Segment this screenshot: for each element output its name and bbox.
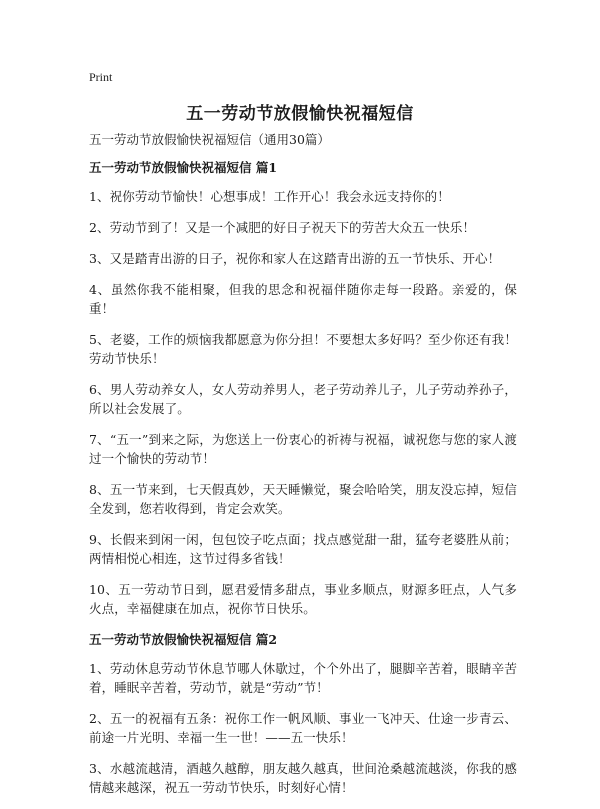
document-title: 五一劳动节放假愉快祝福短信: [186, 104, 414, 124]
greeting-item: 5、老婆，工作的烦恼我都愿意为你分担！不要想太多好吗？至少你还有我！劳动节快乐！: [89, 332, 517, 366]
print-label: Print: [89, 70, 113, 84]
greeting-item: 7、“五一”到来之际，为您送上一份衷心的祈祷与祝福，诚祝您与您的家人渡过一个愉快的劳动节！: [89, 432, 517, 466]
greeting-item: 10、五一劳动节日到，愿君爱情多甜点，事业多顺点，财源多旺点，人气多火点，幸福健康在加点，祝你节日快乐。: [89, 582, 517, 616]
greeting-item: 8、五一节来到，七天假真妙，天天睡懒觉，聚会哈哈笑，朋友没忘掉，短信全发到，您若收得到，肯定会欢笑。: [89, 482, 517, 516]
section-2: [89, 630, 517, 797]
document-subtitle: 五一劳动节放假愉快祝福短信（通用30篇）: [89, 132, 330, 147]
greeting-item: 2、五一的祝福有五条：祝你工作一帆风顺、事业一飞冲天、仕途一步青云、前途一片光明、幸福一生一世！——五一快乐！: [89, 711, 517, 745]
greeting-item: 9、长假来到闲一闲，包包饺子吃点面；找点感觉甜一甜，猛夸老婆胜从前；两情相悦心相连，这节过得多省钱！: [89, 532, 517, 566]
section-heading: 五一劳动节放假愉快祝福短信 篇1: [89, 160, 278, 175]
section-heading: 五一劳动节放假愉快祝福短信 篇2: [89, 632, 278, 647]
greeting-list: [89, 659, 517, 797]
greeting-item: 4、虽然你我不能相聚，但我的思念和祝福伴随你走每一段路。亲爱的，保重！: [89, 282, 517, 316]
greeting-item: 1、祝你劳动节愉快！心想事成！工作开心！我会永远支持你的！: [89, 189, 450, 204]
greeting-item: 3、水越流越清，酒越久越醇，朋友越久越真，世间沧桑越流越淡，你我的感情越来越深，祝五一劳动节快乐，时刻好心情！: [89, 761, 517, 795]
greeting-list: [89, 187, 517, 618]
document-content: [89, 130, 517, 809]
greeting-item: 1、劳动休息劳动节休息节哪人休歇过，个个外出了，腿脚辛苦着，眼睛辛苦着，睡眠辛苦着，劳动节，就是“劳动”节！: [89, 661, 517, 695]
greeting-item: 3、又是踏青出游的日子，祝你和家人在这踏青出游的五一节快乐、开心！: [89, 251, 501, 266]
greeting-item: 2、劳动节到了！又是一个减肥的好日子祝天下的劳苦大众五一快乐！: [89, 220, 476, 235]
section-1: [89, 158, 517, 618]
greeting-item: 6、男人劳动养女人，女人劳动养男人，老子劳动养儿子，儿子劳动养孙子，所以社会发展了。: [89, 382, 517, 416]
